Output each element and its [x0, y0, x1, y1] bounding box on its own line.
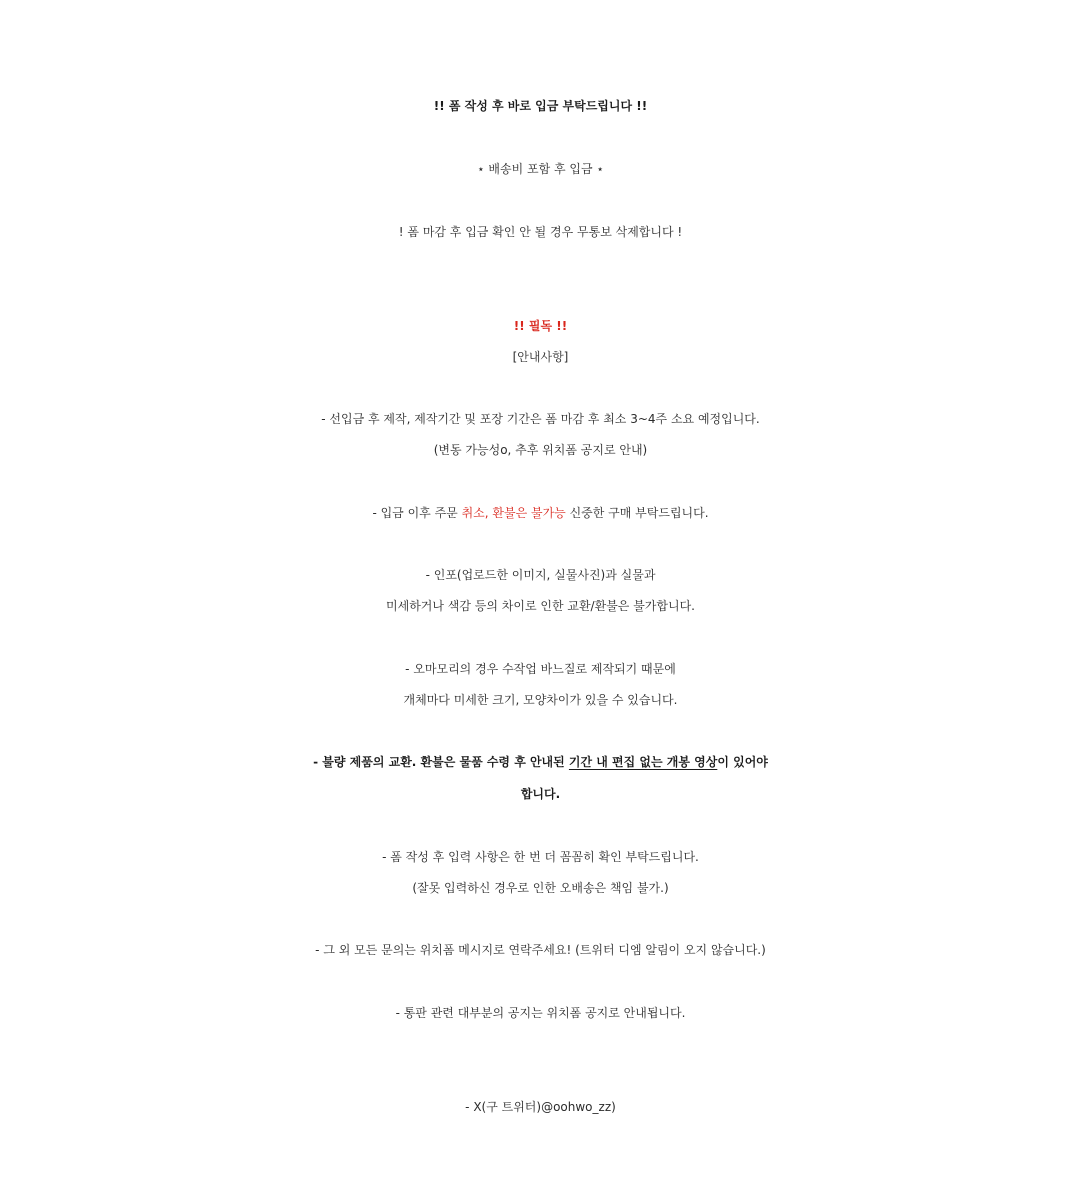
notice-deletion-warning: ! 폼 마감 후 입금 확인 안 될 경우 무통보 삭제합니다 !: [398, 225, 683, 239]
defect-suffix: 이 있어야: [717, 755, 768, 769]
must-read-title: !! 필독 !!: [513, 319, 568, 333]
omamori-line-1: - 오마모리의 경우 수작업 바느질로 제작되기 때문에: [405, 662, 676, 676]
defect-line-2: 합니다.: [520, 787, 561, 801]
announce-line: - 통판 관련 대부분의 공지는 위치폼 공지로 안내됩니다.: [395, 1006, 686, 1020]
notice-deposit-immediately: !! 폼 작성 후 바로 입금 부탁드립니다 !!: [433, 99, 648, 113]
notice-shipping-included: ⋆ 배송비 포함 후 입금 ⋆: [477, 162, 604, 176]
refund-policy-line: [0, 501, 1081, 525]
defect-prefix: - 불량 제품의 교환. 환불은 물품 수령 후 안내된: [313, 755, 569, 769]
check-line-1: - 폼 작성 후 입력 사항은 한 번 더 꼼꼼히 확인 부탁드립니다.: [382, 850, 699, 864]
schedule-line-1: - 선입금 후 제작, 제작기간 및 포장 기간은 폼 마감 후 최소 3~4주 소요 예정입니다.: [321, 412, 760, 426]
info-line-2: 미세하거나 색감 등의 차이로 인한 교환/환불은 불가합니다.: [386, 599, 695, 613]
defect-underlined: 기간 내 편집 없는 개봉 영상: [568, 755, 718, 769]
guide-subtitle: [안내사항]: [512, 350, 569, 364]
refund-suffix: 신중한 구매 부탁드립니다.: [565, 506, 709, 520]
schedule-line-2: (변동 가능성o, 추후 위치폼 공지로 안내): [433, 443, 648, 457]
footer-account: - X(구 트위터)@oohwo_zz): [465, 1100, 616, 1114]
check-line-2: (잘못 입력하신 경우로 인한 오배송은 책임 불가.): [412, 881, 669, 895]
contact-line: - 그 외 모든 문의는 위치폼 메시지로 연락주세요! (트위터 디엠 알림이 오지 않습니다.): [315, 943, 766, 957]
omamori-line-2: 개체마다 미세한 크기, 모양차이가 있을 수 있습니다.: [403, 693, 678, 707]
defect-line-1: [0, 750, 1081, 774]
refund-highlight: 취소, 환불은 불가능: [461, 506, 566, 520]
info-line-1: - 인포(업로드한 이미지, 실물사진)과 실물과: [425, 568, 656, 582]
refund-prefix: - 입금 이후 주문: [372, 506, 462, 520]
